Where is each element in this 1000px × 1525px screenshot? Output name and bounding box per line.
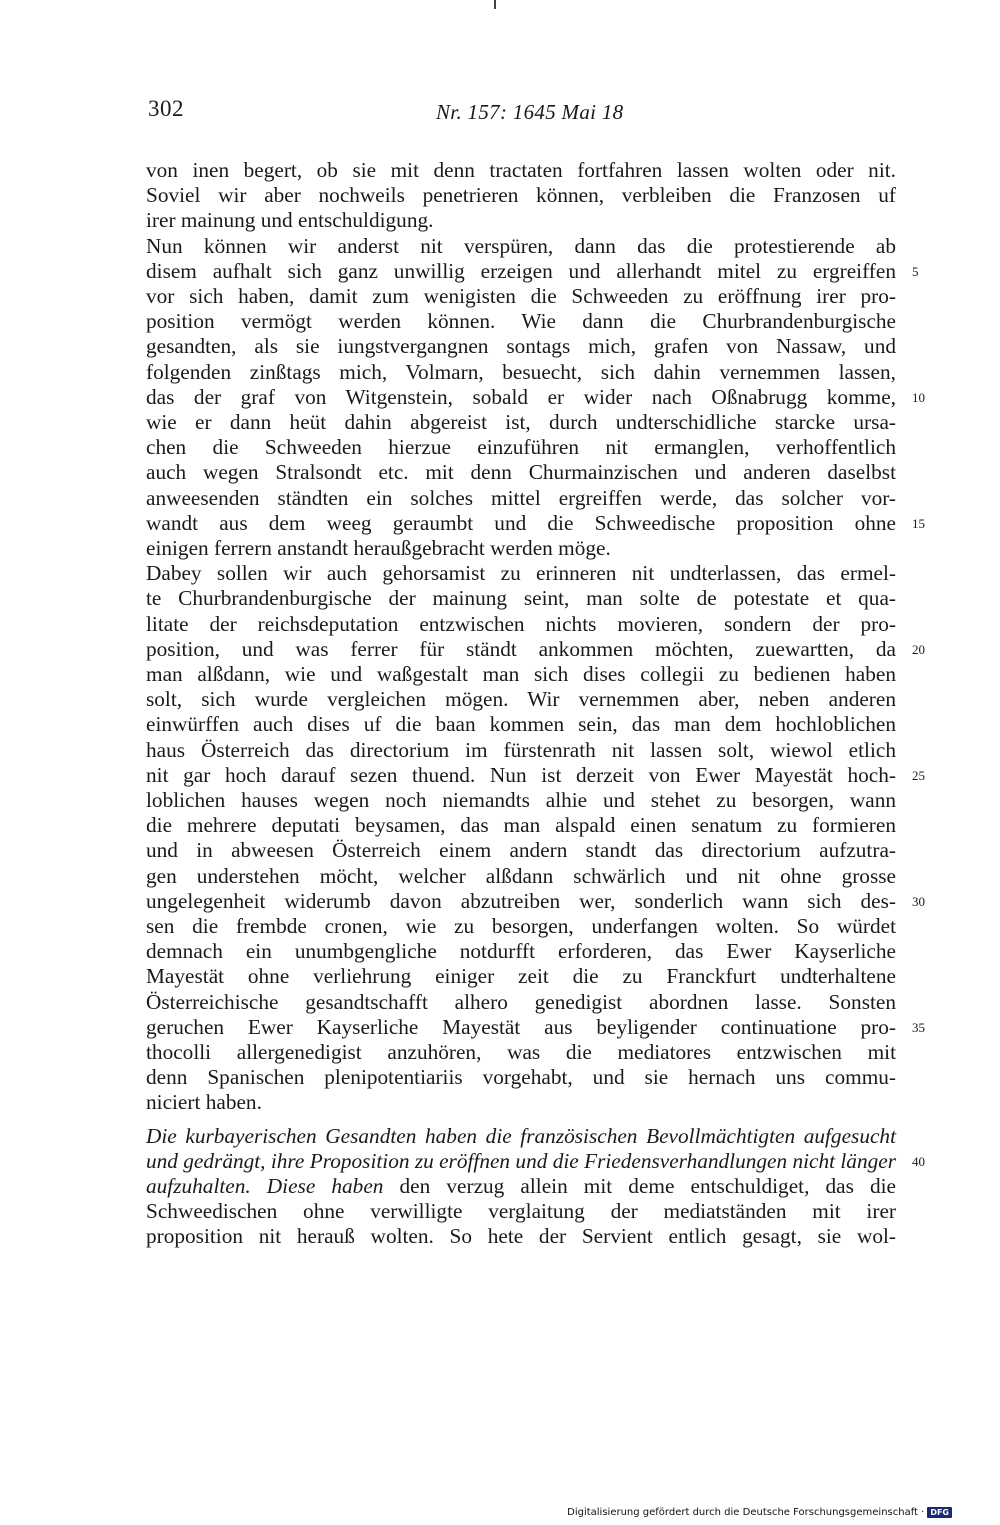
text-line: chen die Schweeden hierzue einzuführen nit ermanglen, verhoffentlich (146, 435, 896, 460)
line-number: 5 (912, 263, 919, 279)
text-line: niciert haben. (146, 1090, 262, 1115)
text-line-start: den verzug allein mit deme entschuldiget, das die (399, 1174, 896, 1198)
text-line: einwürffen auch dises uf die baan kommen sein, das man dem hochloblichen (146, 712, 896, 737)
text-line: anweesenden ständten ein solches mittel ergreiffen werde, das solcher vor- (146, 485, 896, 510)
line-number: 15 (912, 515, 925, 531)
running-header: Nr. 157: 1645 Mai 18 (436, 100, 624, 124)
page-number: 302 (148, 96, 184, 121)
summary-line: Die kurbayerischen Gesandten haben die französischen Bevollmächtigten aufgesucht (146, 1123, 896, 1148)
text-line: proposition nit herauß wolten. So hete der Servient entlich gesagt, sie wol- (146, 1224, 896, 1249)
text-line: disem aufhalt sich ganz unwillig erzeigen und allerhandt mitel zu ergreiffen (146, 258, 896, 283)
text-line: die mehrere deputati beysamen, das man alspald einen senatum zu formieren (146, 813, 896, 838)
text-line: Schweedischen ohne verwilligte verglaitung der mediatständen mit irer (146, 1199, 896, 1224)
text-line: vor sich haben, damit zum wenigisten die Schweeden zu eröffnung irer pro- (146, 284, 896, 308)
text-line: von inen begert, ob sie mit denn tractaten fortfahren lassen wolten oder nit. (146, 158, 896, 182)
text-line: nit gar hoch darauf sezen thuend. Nun ist derzeit von Ewer Mayestät hoch- (146, 762, 896, 787)
text-line: gen understehen möcht, welcher alßdann schwärlich und nit ohne grosse (146, 863, 896, 888)
text-line: Mayestät ohne verliehrung einiger zeit die zu Franckfurt undterhaltene (146, 964, 896, 989)
text-line: einigen ferrern anstandt heraußgebracht werden möge. (146, 536, 611, 560)
text-line: wandt aus dem weeg geraumbt und die Schweedische proposition ohne (146, 510, 896, 535)
text-line: man alßdann, wie und waßgestalt man sich dises collegii zu bedienen haben (146, 662, 896, 686)
text-line: geruchen Ewer Kayserliche Mayestät aus beyligender continuatione pro- (146, 1014, 896, 1039)
text-line: thocolli allergenedigist anzuhören, was die mediatores entzwischen mit (146, 1040, 896, 1064)
text-line: sen die frembde cronen, wie zu besorgen, underfangen wolten. So würdet (146, 914, 896, 938)
text-line: Soviel wir aber nochweils penetrieren können, verbleiben die Franzosen uf (146, 183, 896, 208)
text-line: te Churbrandenburgische der mainung seint, man solte de potestate et qua- (146, 586, 896, 611)
text-line: irer mainung und entschuldigung. (146, 208, 434, 233)
text-line: wie er dann heüt dahin abgereist ist, durch undterschidliche starcke ursa- (146, 410, 896, 434)
text-line: ungelegenheit widerumb davon abzutreiben wer, sonderlich wann sich des- (146, 888, 896, 913)
scan-mark (494, 0, 496, 9)
text-line: Dabey sollen wir auch gehorsamist zu erinneren nit undterlassen, das ermel- (146, 561, 896, 586)
text-line: folgenden zinßtags mich, Volmarn, besuecht, sich dahin vernemmen lassen, (146, 359, 896, 384)
text-line: position, und was ferrer für ständt ankommen möchten, zuewartten, da (146, 636, 896, 661)
text-line: denn Spanischen plenipotentiariis vorgehabt, und sie hernach uns commu- (146, 1065, 896, 1090)
text-line: das der graf von Witgenstein, sobald er wider nach Oßnabrugg komme, (146, 384, 896, 409)
text-line: und in abweesen Österreich einem andern standt das directorium aufzutra- (146, 838, 896, 863)
line-number: 20 (912, 641, 925, 657)
text-line: demnach ein unumbgengliche notdurfft erforderen, das Ewer Kayserliche (146, 939, 896, 964)
text-line: Nun können wir anderst nit verspüren, dann das die protestierende ab (146, 233, 896, 258)
text-line: position vermögt werden können. Wie dann die Churbrandenburgische (146, 309, 896, 334)
summary-line-end: aufzuhalten. Diese haben (146, 1174, 384, 1198)
line-number: 10 (912, 389, 925, 405)
text-line: haus Österreich das directorium im fürstenrath nit lassen solt, wiewol etlich (146, 737, 896, 762)
text-line: auch wegen Stralsondt etc. mit denn Churmainzischen und anderen daselbst (146, 460, 896, 485)
dfg-logo-icon: DFG (927, 1507, 952, 1518)
mixed-line (146, 1174, 896, 1199)
text-line: litate der reichsdeputation entzwischen nichts movieren, sondern der pro- (146, 611, 896, 636)
text-line: solt, sich wurde vergleichen mögen. Wir vernemmen aber, neben anderen (146, 687, 896, 712)
summary-line: und gedrängt, ihre Proposition zu eröffnen und die Friedensverhandlungen nicht länger (146, 1148, 896, 1173)
text-line: Österreichische gesandtschafft alhero genedigist abordnen lasse. Sonsten (146, 989, 896, 1014)
line-number: 25 (912, 767, 925, 783)
line-number: 30 (912, 893, 925, 909)
line-number: 40 (912, 1153, 925, 1169)
footer-text: Digitalisierung gefördert durch die Deutsche Forschungsgemeinschaft · (567, 1507, 925, 1518)
text-line: gesandten, als sie iungstvergangnen sontags mich, grafen von Nassaw, und (146, 334, 896, 359)
footer (567, 1507, 952, 1518)
text-line: loblichen hauses wegen noch niemandts alhie und stehet zu besorgen, wann (146, 788, 896, 812)
line-number: 35 (912, 1019, 925, 1035)
